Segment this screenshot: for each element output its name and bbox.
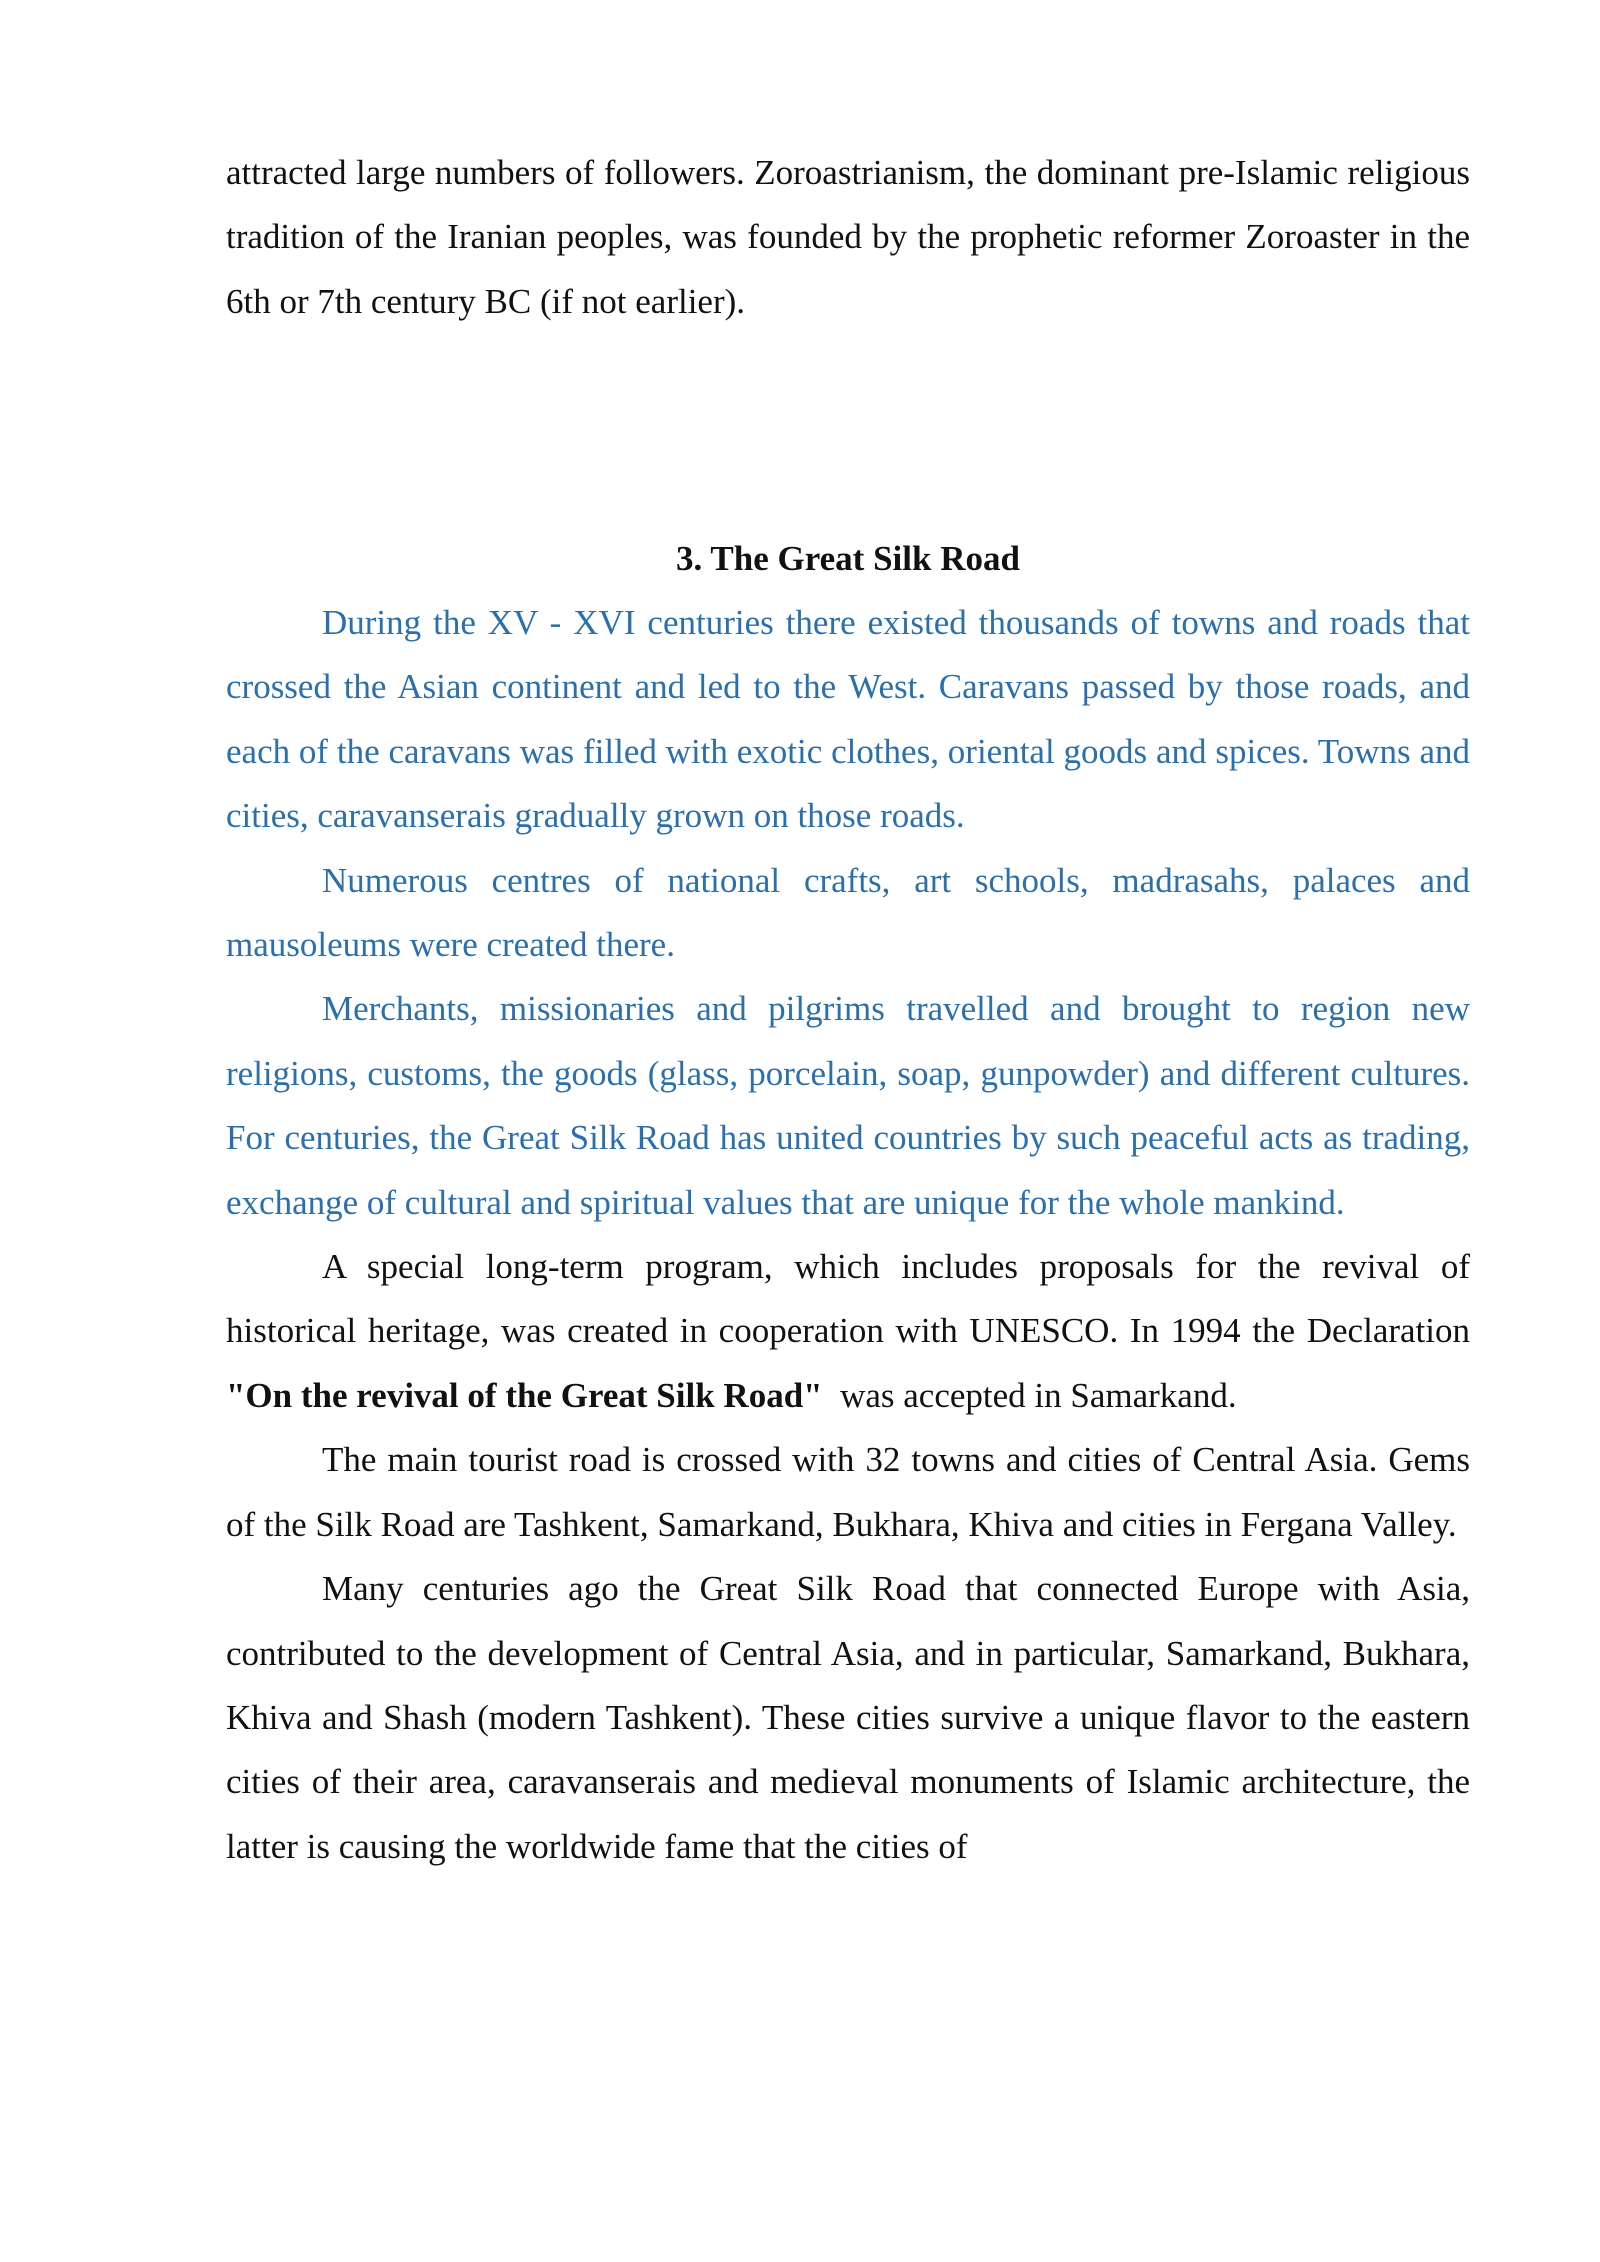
paragraph-history: Many centuries ago the Great Silk Road that connected Europe with Asia, contributed to the development of Central Asia, and in particular, Samarkand, Bukhara, Khiva and Shash (modern Tashkent). These cities survive a unique flavor to the eastern cities of their area, caravanserais and medieval monuments of Islamic architecture, the latter is causing the worldwide fame that the cities of <box>226 1569 1470 1866</box>
declaration-title: "On the revival of the Great Silk Road" <box>226 1375 823 1415</box>
paragraph-merchants: Merchants, missionaries and pilgrims travelled and brought to region new religions, customs, the goods (glass, porcelain, soap, gunpowder) and different cultures. For centuries, the Great Silk Road has united countries by such peaceful acts as trading, exchange of cultural and spiritual values that are unique for the whole mankind. <box>226 989 1470 1222</box>
paragraph-tourist-road: The main tourist road is crossed with 32 towns and cities of Central Asia. Gems of the Silk Road are Tashkent, Samarkand, Bukhara, Khiva and cities in Fergana Valley. <box>226 1440 1470 1544</box>
paragraph-caravans: During the XV - XVI centuries there existed thousands of towns and roads that crossed the Asian continent and led to the West. Caravans passed by those roads, and each of the caravans was filled with exotic clothes, oriental goods and spices. Towns and cities, caravanserais gradually grown on those roads. <box>226 603 1470 836</box>
section-heading: 3. The Great Silk Road <box>676 539 1020 578</box>
unesco-text-before: A special long-term program, which includes proposals for the revival of historical heritage, was created in cooperation with UNESCO. In 1994 the Declaration <box>226 1247 1470 1351</box>
section-body <box>226 591 1470 1879</box>
intro-paragraph: attracted large numbers of followers. Zoroastrianism, the dominant pre-Islamic religious tradition of the Iranian peoples, was founded by the prophetic reformer Zoroaster in the 6th or 7th century BC (if not earlier). <box>226 153 1470 321</box>
intro-block <box>226 141 1470 334</box>
paragraph-crafts: Numerous centres of national crafts, art schools, madrasahs, palaces and mausoleums were created there. <box>226 860 1470 965</box>
paragraph-unesco <box>226 1235 1470 1428</box>
unesco-text-after: was accepted in Samarkand. <box>822 1375 1237 1415</box>
